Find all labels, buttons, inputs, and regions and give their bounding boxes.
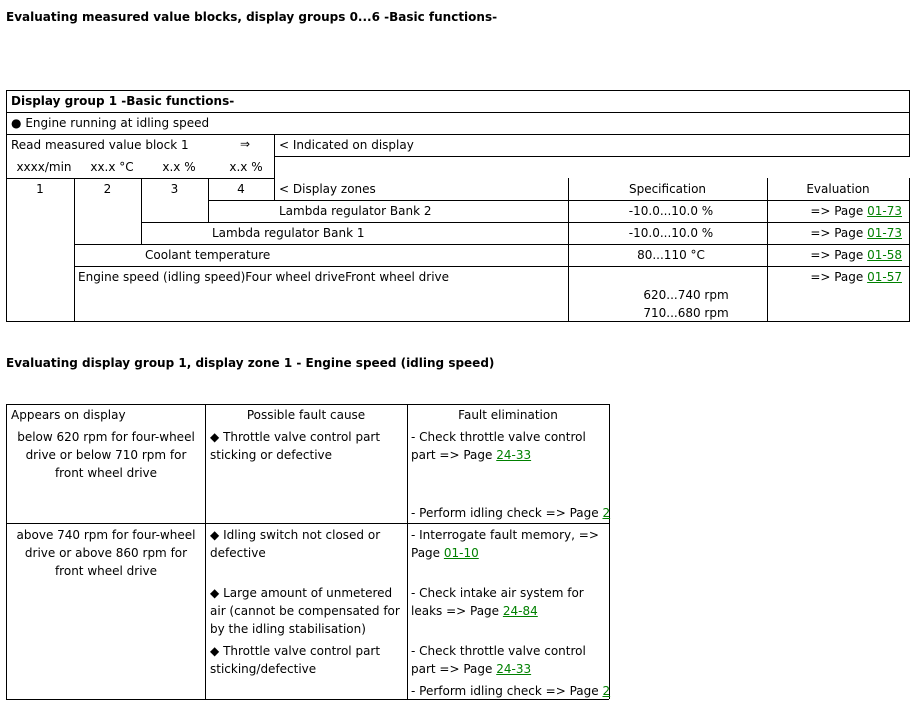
cause-text: Idling switch not closed or defective: [210, 528, 381, 560]
fix-text: - Perform idling check => Page: [411, 684, 599, 698]
zone-1: 1: [36, 182, 44, 196]
row-eval-coolant: [767, 248, 902, 262]
eval-prefix: => Page: [810, 270, 864, 284]
unit-3: x.x %: [162, 160, 196, 174]
row1-display: below 620 rpm for four-wheel drive or below 710 rpm for front wheel drive: [17, 430, 195, 480]
condition-line: [11, 116, 209, 130]
page-link[interactable]: 01-73: [867, 204, 902, 218]
eval-prefix: => Page: [810, 226, 864, 240]
fix-text: - Interrogate fault memory, => Page: [411, 528, 599, 560]
zones-header: < Display zones: [279, 182, 376, 196]
row2-cause2: [210, 584, 402, 638]
row2-fix4: [411, 684, 610, 698]
diamond-icon: ◆: [210, 528, 220, 542]
row1-fix1: [411, 428, 605, 464]
page-link[interactable]: 24-33: [496, 662, 532, 676]
row1-fix2: [411, 506, 610, 520]
eval-prefix: => Page: [810, 204, 864, 218]
bullet-icon: ●: [11, 116, 22, 130]
unit-4: x.x %: [229, 160, 263, 174]
fix-text: - Check throttle valve control part => Page: [411, 644, 586, 676]
row2-display: above 740 rpm for four-wheel drive or above 860 rpm for front wheel drive: [16, 528, 196, 578]
row2-cause3: [210, 642, 400, 678]
page-link[interactable]: 01-73: [867, 226, 902, 240]
indicated-label: < Indicated on display: [279, 138, 414, 152]
row-eval-bank2: [767, 204, 902, 218]
diamond-icon: ◆: [210, 586, 220, 600]
row1-cause: [210, 428, 400, 464]
spec-header: Specification: [628, 182, 707, 196]
page-link[interactable]: 24-84: [502, 604, 538, 618]
zone-4: 4: [237, 182, 245, 196]
eval-header: Evaluation: [806, 182, 870, 196]
group-title: Display group 1 -Basic functions-: [11, 94, 235, 108]
row2-fix1: [411, 526, 605, 562]
unit-2: xx.x °C: [90, 160, 134, 174]
page-link[interactable]: 24-33: [496, 448, 532, 462]
row2-fix2: [411, 584, 605, 620]
eval-prefix: => Page: [810, 248, 864, 262]
header-appears: Appears on display: [11, 408, 126, 422]
section-title: Evaluating display group 1, display zone 1 - Engine speed (idling speed): [6, 356, 495, 370]
header-elimination: Fault elimination: [458, 408, 558, 422]
row-label-coolant: Coolant temperature: [145, 248, 271, 262]
row-label-bank2: Lambda regulator Bank 2: [279, 204, 432, 218]
page-link[interactable]: 2: [602, 506, 611, 520]
row-label-bank1: Lambda regulator Bank 1: [212, 226, 365, 240]
page-link[interactable]: 01-57: [867, 270, 902, 284]
fix-text: - Perform idling check => Page: [411, 506, 599, 520]
right-arrow-icon: ⇒: [240, 137, 251, 151]
fix-text: - Check intake air system for leaks => Page: [411, 586, 584, 618]
row-spec-coolant: 80...110 °C: [637, 248, 705, 262]
diamond-icon: ◆: [210, 644, 220, 658]
page-link[interactable]: 2: [602, 684, 611, 698]
row-eval-bank1: [767, 226, 902, 240]
cause-text: Large amount of unmetered air (cannot be compensated for by the idling stabilisation): [210, 586, 400, 636]
page-title: Evaluating measured value blocks, display groups 0...6 -Basic functions-: [6, 10, 498, 24]
read-label: Read measured value block 1: [11, 138, 189, 152]
fix-text: - Check throttle valve control part => Page: [411, 430, 586, 462]
row-eval-engine: [767, 270, 902, 284]
page-link[interactable]: 01-10: [443, 546, 479, 560]
row2-cause1: [210, 526, 400, 562]
condition-text: Engine running at idling speed: [25, 116, 210, 130]
header-cause: Possible fault cause: [246, 408, 366, 422]
cause-text: Throttle valve control part sticking or defective: [210, 430, 381, 462]
row-spec-engine-fwd: 710...680 rpm: [643, 306, 729, 320]
page-link[interactable]: 01-58: [867, 248, 902, 262]
cause-text: Throttle valve control part sticking/defective: [210, 644, 381, 676]
row2-fix3: [411, 642, 605, 678]
row-label-engine: Engine speed (idling speed)Four wheel driveFront wheel drive: [78, 270, 450, 284]
row-spec-bank1: -10.0...10.0 %: [628, 226, 714, 240]
unit-1: xxxx/min: [16, 160, 72, 174]
zone-2: 2: [103, 182, 112, 196]
diamond-icon: ◆: [210, 430, 220, 444]
row-spec-bank2: -10.0...10.0 %: [628, 204, 714, 218]
zone-3: 3: [170, 182, 179, 196]
row-spec-engine-4wd: 620...740 rpm: [643, 288, 729, 302]
